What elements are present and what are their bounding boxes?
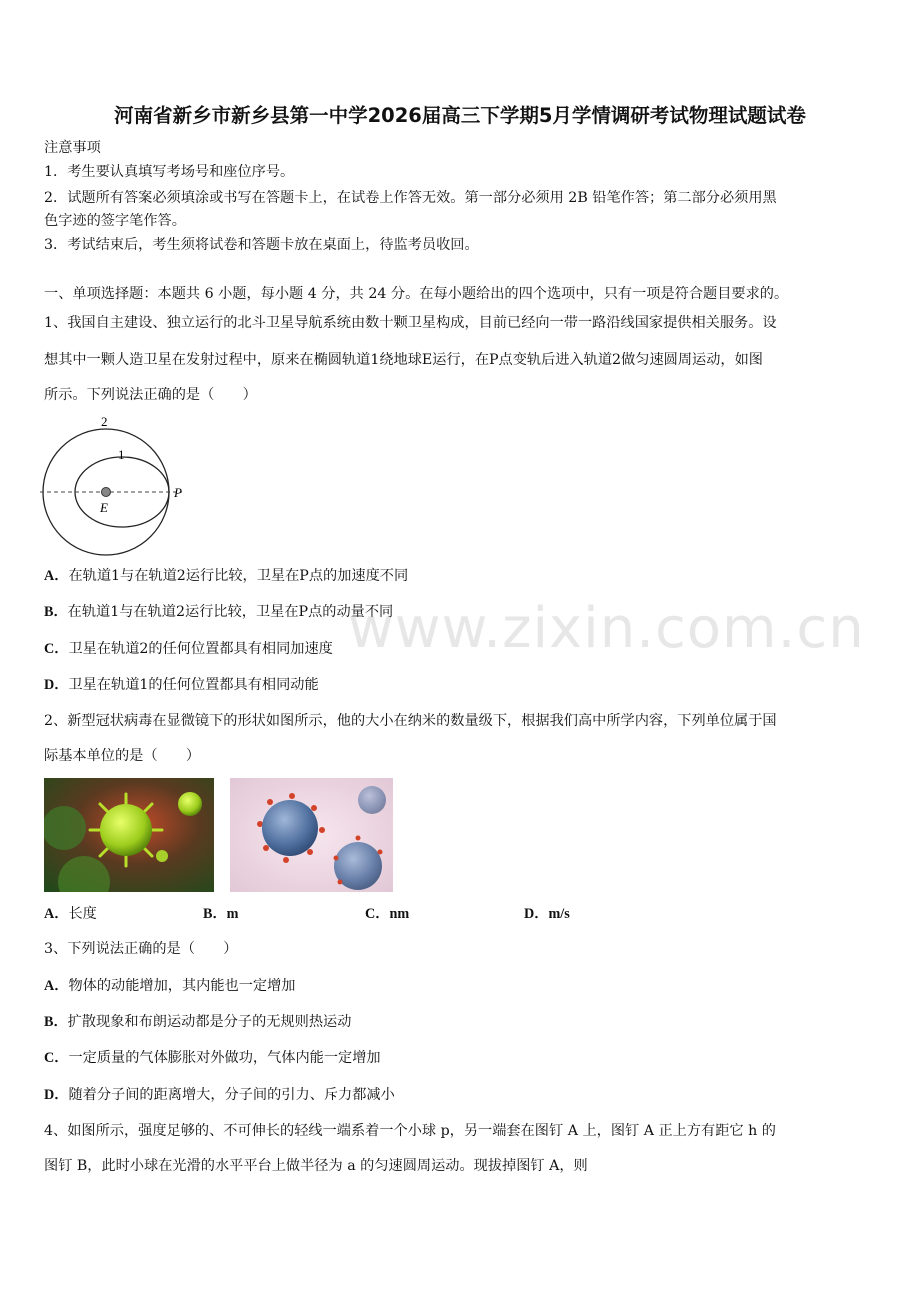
question-1-stem: 1、我国自主建设、独立运行的北斗卫星导航系统由数十颗卫星构成，目前已经向一带一路沿线国家提供相关服务。设 (44, 315, 777, 331)
notice-item: 3．考试结束后，考生须将试卷和答题卡放在桌面上，待监考员收回。 (44, 237, 479, 253)
option-text: m (226, 906, 239, 922)
question-1-option-d[interactable] (44, 675, 319, 695)
option-text: 卫星在轨道1的任何位置都具有相同动能 (68, 677, 319, 693)
notice-item: 1．考生要认真填写考场号和座位序号。 (44, 164, 295, 180)
option-text: nm (389, 906, 410, 922)
option-key: D． (44, 677, 69, 693)
option-text: 在轨道1与在轨道2运行比较，卫星在P点的加速度不同 (68, 568, 409, 584)
orbit-2-label: 2 (101, 414, 108, 429)
exam-title: 河南省新乡市新乡县第一中学2026届高三下学期5月学情调研考试物理试题试卷 (114, 104, 806, 127)
option-text: 随着分子间的距离增大，分子间的引力、斥力都减小 (68, 1087, 395, 1103)
option-key: A． (44, 978, 69, 994)
option-text: 长度 (68, 906, 97, 922)
option-key: C． (44, 1050, 69, 1066)
option-key: C． (365, 906, 390, 922)
option-key: D． (44, 1087, 69, 1103)
question-1-option-a[interactable] (44, 566, 408, 586)
section-heading: 一、单项选择题：本题共 6 小题，每小题 4 分，共 24 分。在每小题给出的四个选项中，只有一项是符合题目要求的。 (44, 286, 789, 302)
question-3-stem: 3、下列说法正确的是（ ） (44, 941, 238, 957)
question-3-option-b[interactable] (44, 1012, 351, 1032)
question-2-stem: 际基本单位的是（ ） (44, 748, 201, 764)
option-key: A． (44, 906, 69, 922)
virus-image-blue (230, 778, 393, 892)
notice-item: 2．试题所有答案必须填涂或书写在答题卡上，在试卷上作答无效。第一部分必须用 2B 铅笔作答；第二部分必须用黑 (44, 190, 777, 206)
question-1-stem: 所示。下列说法正确的是（ ） (44, 387, 257, 403)
option-text: 一定质量的气体膨胀对外做功，气体内能一定增加 (68, 1050, 381, 1066)
question-1-option-c[interactable] (44, 639, 333, 659)
earth-dot (102, 488, 111, 497)
question-2-option-b[interactable] (203, 904, 238, 924)
option-key: A． (44, 568, 69, 584)
notice-heading: 注意事项 (44, 140, 101, 156)
option-text: 物体的动能增加，其内能也一定增加 (68, 978, 296, 994)
question-3-option-d[interactable] (44, 1085, 395, 1105)
question-3-option-a[interactable] (44, 976, 295, 996)
option-key: B． (203, 906, 227, 922)
notice-item: 色字迹的签字笔作答。 (44, 213, 186, 229)
option-key: C． (44, 641, 69, 657)
option-text: 扩散现象和布朗运动都是分子的无规则热运动 (67, 1014, 352, 1030)
question-1-option-b[interactable] (44, 602, 393, 622)
option-text: m/s (548, 906, 570, 922)
orbit-diagram (36, 408, 196, 568)
question-2-option-c[interactable] (365, 904, 409, 924)
option-key: B． (44, 604, 68, 620)
option-key: D． (524, 906, 549, 922)
question-4-stem: 图钉 B，此时小球在光滑的水平平台上做半径为 a 的匀速圆周运动。现拔掉图钉 A，则 (44, 1158, 588, 1174)
virus-image-green (44, 778, 214, 892)
question-4-stem: 4、如图所示，强度足够的、不可伸长的轻线一端系着一个小球 p，另一端套在图钉 A 上，图钉 A 正上方有距它 h 的 (44, 1123, 776, 1139)
watermark: www.zixin.com.cn (348, 596, 865, 661)
question-3-option-c[interactable] (44, 1048, 381, 1068)
question-2-option-d[interactable] (524, 904, 570, 924)
option-text: 卫星在轨道2的任何位置都具有相同加速度 (68, 641, 333, 657)
question-2-option-a[interactable] (44, 904, 97, 924)
earth-label: E (100, 500, 108, 515)
point-p-label: P (174, 485, 182, 500)
question-1-stem: 想其中一颗人造卫星在发射过程中，原来在椭圆轨道1绕地球E运行，在P点变轨后进入轨道2做匀速圆周运动，如图 (44, 352, 763, 368)
option-key: B． (44, 1014, 68, 1030)
orbit-1-label: 1 (118, 447, 125, 462)
question-2-stem: 2、新型冠状病毒在显微镜下的形状如图所示，他的大小在纳米的数量级下，根据我们高中所学内容，下列单位属于国 (44, 713, 777, 729)
option-text: 在轨道1与在轨道2运行比较，卫星在P点的动量不同 (67, 604, 394, 620)
